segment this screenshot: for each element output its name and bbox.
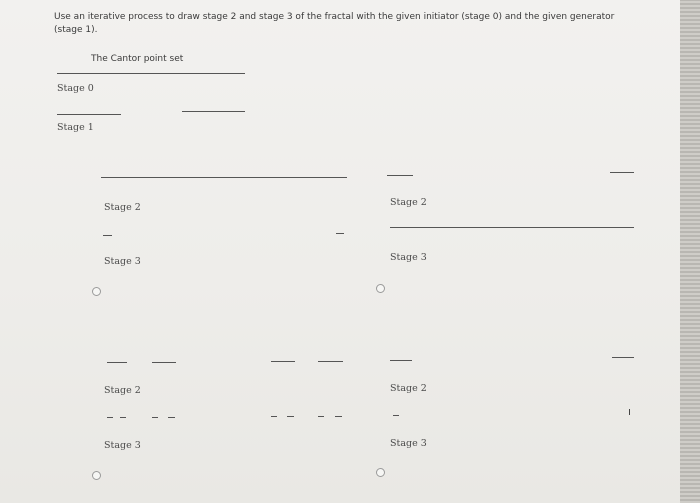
option-d-stage2-segment-left bbox=[390, 360, 412, 361]
option-a-stage3-label: Stage 3 bbox=[104, 256, 141, 267]
option-c-stage3-dash-3 bbox=[152, 417, 158, 418]
question-text-line2: (stage 1). bbox=[54, 25, 98, 35]
option-c-stage3-dash-7 bbox=[318, 416, 324, 417]
option-a-radio[interactable] bbox=[92, 287, 101, 296]
option-c-stage3-label: Stage 3 bbox=[104, 440, 141, 451]
option-d-stage3-label: Stage 3 bbox=[390, 438, 427, 449]
option-c-stage3-dash-5 bbox=[271, 416, 277, 417]
option-c-stage3-dash-2 bbox=[120, 417, 126, 418]
option-b-stage3-label: Stage 3 bbox=[390, 252, 427, 263]
page-edge bbox=[680, 0, 700, 503]
stage1-segment-right bbox=[182, 111, 245, 112]
option-d-stage2-label: Stage 2 bbox=[390, 383, 427, 394]
option-a-stage3-mark-left bbox=[103, 235, 112, 236]
option-d-stage3-tick-right bbox=[629, 409, 630, 415]
option-a-stage2-segment bbox=[101, 177, 347, 178]
option-b-stage2-segment-right bbox=[610, 172, 634, 173]
option-c-stage2-segment-1 bbox=[107, 362, 127, 363]
option-c-stage3-dash-4 bbox=[168, 417, 175, 418]
stage0-segment bbox=[57, 73, 245, 74]
option-c-stage2-segment-2 bbox=[152, 362, 176, 363]
option-b-stage2-segment-left bbox=[387, 175, 413, 176]
option-d-radio[interactable] bbox=[376, 468, 385, 477]
option-c-stage2-segment-3 bbox=[271, 361, 295, 362]
option-b-stage2-label: Stage 2 bbox=[390, 197, 427, 208]
option-c-stage3-dash-8 bbox=[335, 416, 342, 417]
option-c-radio[interactable] bbox=[92, 471, 101, 480]
stage0-label: Stage 0 bbox=[57, 83, 94, 94]
option-b-stage3-segment bbox=[390, 227, 634, 228]
option-c-stage3-dash-6 bbox=[287, 416, 294, 417]
option-a-stage3-mark-right bbox=[336, 233, 344, 234]
option-d-stage3-dash-left bbox=[393, 415, 399, 416]
option-b-radio[interactable] bbox=[376, 284, 385, 293]
option-d-stage2-segment-right bbox=[612, 357, 634, 358]
stage1-label: Stage 1 bbox=[57, 122, 94, 133]
option-c-stage3-dash-1 bbox=[107, 417, 113, 418]
figure-title: The Cantor point set bbox=[91, 54, 184, 64]
option-c-stage2-segment-4 bbox=[318, 361, 343, 362]
option-a-stage2-label: Stage 2 bbox=[104, 202, 141, 213]
option-c-stage2-label: Stage 2 bbox=[104, 385, 141, 396]
stage1-segment-left bbox=[57, 114, 121, 115]
question-text-line1: Use an iterative process to draw stage 2 and stage 3 of the fractal with the given initiator (stage 0) and the given generator bbox=[54, 12, 615, 22]
